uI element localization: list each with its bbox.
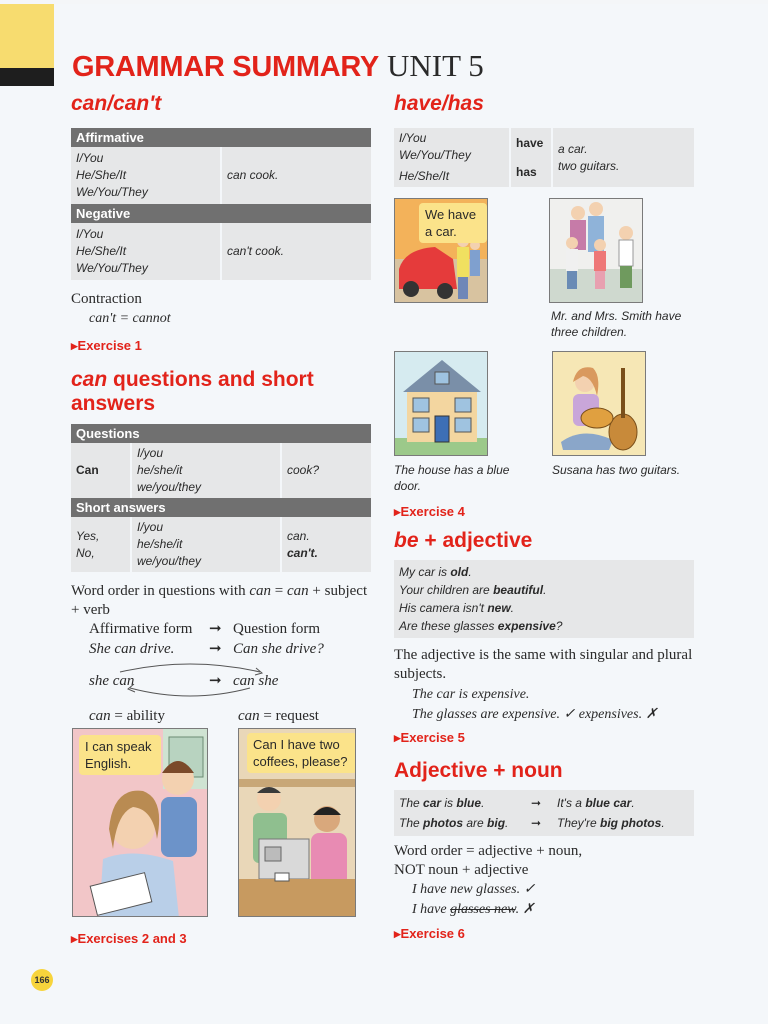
guitars-illustration (552, 351, 646, 456)
request-label: can = request (238, 708, 319, 724)
exercise-4-link[interactable]: ▸ Exercise 4 (394, 504, 465, 520)
negative-verb: can't cook. (221, 223, 371, 280)
car-illustration (394, 198, 488, 303)
arrow-1: ➞ (209, 621, 222, 637)
page-number: 166 (31, 969, 53, 991)
family-portrait-illustration (550, 199, 643, 303)
correct-example: I have new glasses. ✓ (412, 882, 536, 897)
have-objects: a car. two guitars. (552, 128, 694, 187)
negative-header: Negative (71, 204, 371, 223)
ability-illustration (72, 728, 208, 917)
adjective-noun-table (394, 790, 694, 836)
word-order-note: Word order in questions with can = can + subject + verb (71, 583, 368, 618)
sa-subjects: I/you he/she/it we/you/they (131, 517, 281, 572)
incorrect-example: I have glasses new. ✗ (412, 902, 535, 917)
adjective-same-note: The adjective is the same with singular and plural subjects. (394, 647, 693, 682)
questions-table (71, 424, 371, 572)
question-example: Can she drive? (233, 641, 324, 657)
exercise-1-link[interactable]: ▸ Exercise 1 (71, 338, 371, 354)
blue-door-house-illustration (395, 352, 488, 456)
be-adj-example-1: My car is old. (399, 565, 472, 579)
exercises-2-3-link[interactable]: ▸ Exercises 2 and 3 (71, 931, 187, 947)
left-column (71, 92, 371, 620)
arrow-2: ➞ (209, 641, 222, 657)
can-heading: can/can't (71, 92, 162, 115)
questions-heading: can questions and short answers (71, 368, 314, 415)
affirmative-subjects: I/You He/She/It We/You/They (71, 147, 221, 204)
q-verb: cook? (281, 443, 371, 498)
be-adjective-heading: be + adjective (394, 529, 533, 552)
request-speech-bubble: Can I have two coffees, please? (247, 733, 356, 773)
can-she-text: can she (233, 673, 279, 689)
affirmative-example: She can drive. (89, 641, 175, 657)
be-adj-example-3: His camera isn't new. (399, 601, 514, 615)
adjective-noun-heading: Adjective + noun (394, 759, 563, 782)
contraction-example: can't = cannot (89, 311, 171, 326)
word-order-rule-2: NOT noun + adjective (394, 862, 529, 878)
have-subjects: I/You We/You/They He/She/It (394, 128, 510, 187)
have-table (394, 128, 694, 187)
susana-caption: Susana has two guitars. (552, 463, 681, 477)
swap-arrows-icon (100, 660, 280, 700)
smith-family-illustration (549, 198, 643, 303)
request-illustration (238, 728, 356, 917)
affirmative-form-label: Affirmative form (89, 621, 193, 637)
adjective-example-1: The car is expensive. (412, 687, 530, 702)
be-adj-example-4: Are these glasses expensive? (399, 619, 563, 633)
house-illustration (394, 351, 488, 456)
exercise-5-link[interactable]: ▸ Exercise 5 (394, 730, 465, 746)
affirmative-verb: can cook. (221, 147, 371, 204)
be-adjective-examples (394, 560, 694, 638)
adj-noun-row-1: The car is blue. ➞ It's a blue car. (399, 796, 635, 810)
be-adj-example-2: Your children are beautiful. (399, 583, 547, 597)
word-order-rule-1: Word order = adjective + noun, (394, 843, 583, 859)
negative-subjects: I/You He/She/It We/You/They (71, 223, 221, 280)
have-heading: have/has (394, 92, 484, 115)
can-table (71, 128, 371, 280)
question-form-label: Question form (233, 621, 321, 637)
q-can: Can (71, 443, 131, 498)
sa-yes-no: Yes, No, (71, 517, 131, 572)
corner-tab-yellow (0, 4, 54, 68)
q-subjects: I/you he/she/it we/you/they (131, 443, 281, 498)
she-can-text: she can (89, 673, 135, 689)
arrow-3: ➞ (209, 673, 222, 689)
woman-guitars-illustration (553, 352, 646, 456)
house-caption: The house has a blue door. (394, 463, 510, 493)
car-speech-bubble: We have a car. (419, 203, 487, 243)
exercise-6-link[interactable]: ▸ Exercise 6 (394, 926, 465, 942)
contraction-label: Contraction (71, 291, 142, 307)
right-column (394, 92, 694, 187)
questions-header: Questions (71, 424, 371, 443)
page-title: GRAMMAR SUMMARY UNIT 5 (72, 48, 484, 83)
smith-caption: Mr. and Mrs. Smith have three children. (551, 309, 682, 339)
adjective-example-2: The glasses are expensive. ✓ expensives. ✗ (412, 707, 658, 722)
corner-tab-black (0, 68, 54, 86)
adj-noun-row-2: The photos are big. ➞ They're big photos. (399, 816, 665, 830)
have-verbs: have has (510, 128, 552, 187)
ability-speech-bubble: I can speak English. (79, 735, 161, 775)
short-answers-header: Short answers (71, 498, 371, 517)
ability-label: can = ability (89, 708, 165, 724)
sa-answers: can. can't. (281, 517, 371, 572)
affirmative-header: Affirmative (71, 128, 371, 147)
